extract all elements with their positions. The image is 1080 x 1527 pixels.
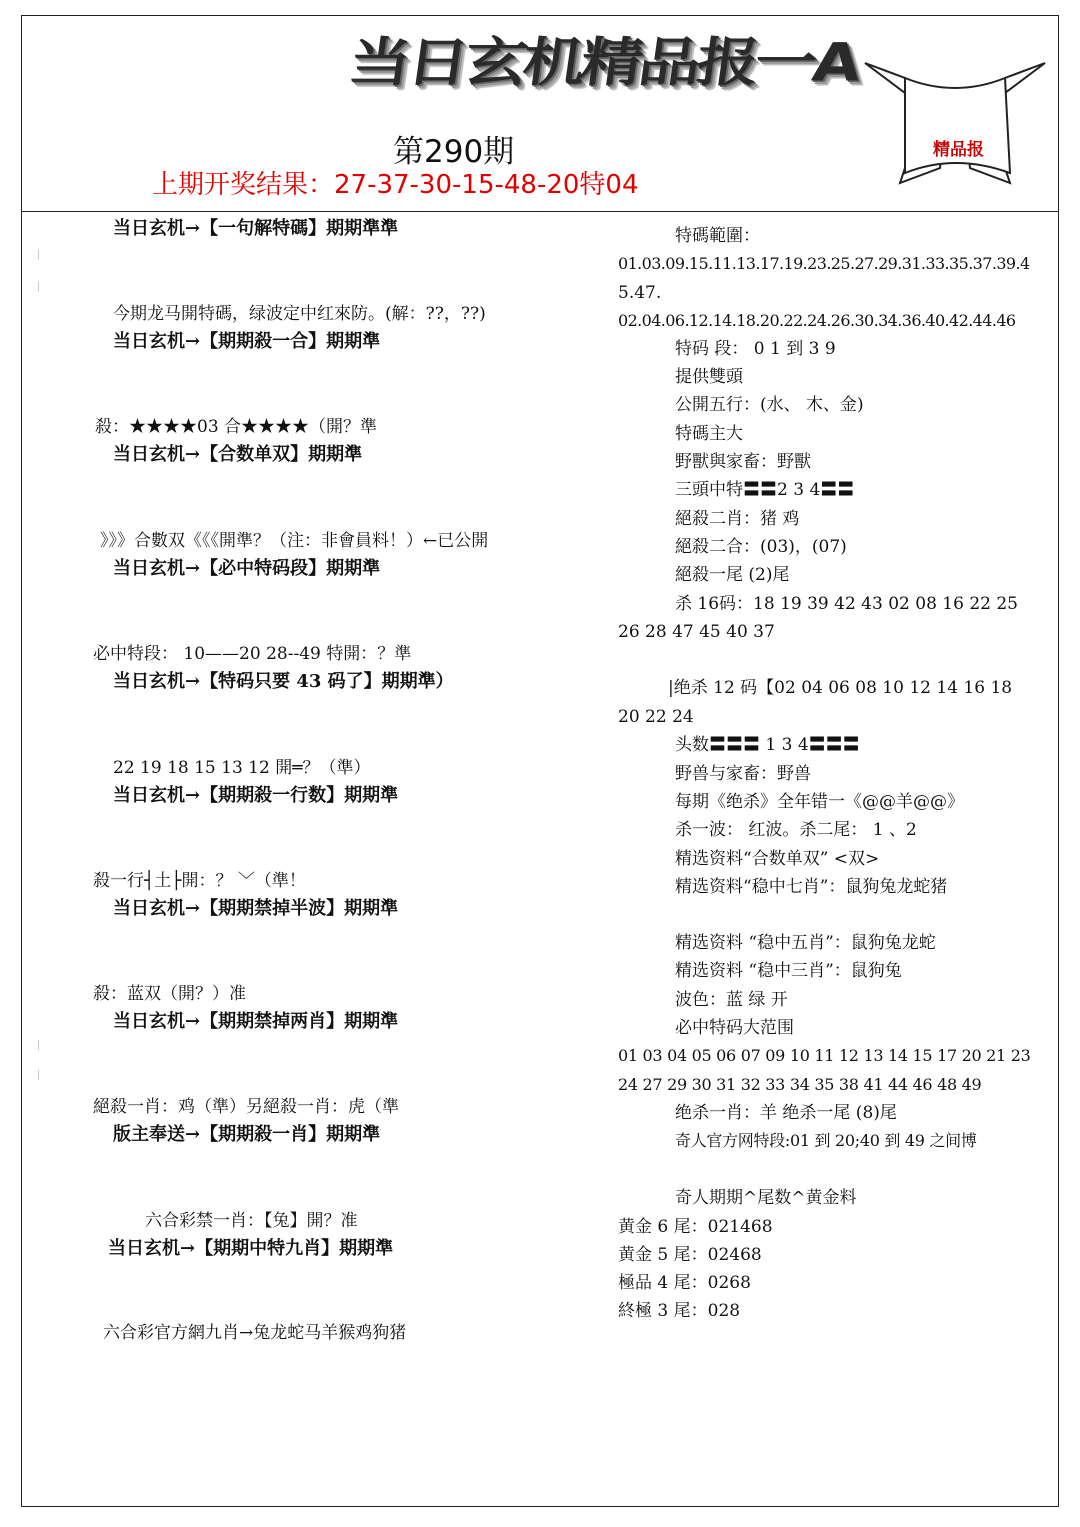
right-line: 奇人期期^尾数^黄金料 <box>675 1188 857 1208</box>
right-line: 20 22 24 <box>618 707 694 727</box>
section-heading: 当日玄机→【期期中特九肖】期期準 <box>108 1238 394 1259</box>
right-line: 提供雙頭 <box>675 367 743 387</box>
banner-title: 当日玄机精品报一A <box>344 31 862 94</box>
section-content: 殺：★★★★03 合★★★★（開？準 <box>95 417 378 437</box>
right-line: 公開五行：(水、 木、金) <box>675 395 864 415</box>
section-content: 六合彩禁一肖：【兔】開？准 <box>145 1211 358 1231</box>
last-result: 上期开奖结果：27-37-30-15-48-20特04 <box>152 170 639 200</box>
right-line: 每期《绝杀》全年错一《@@羊@@》 <box>675 792 964 812</box>
right-line: 絕殺二肖：猪 鸡 <box>675 509 800 529</box>
scan-mark <box>38 1070 45 1080</box>
right-line: 黄金 5 尾：02468 <box>618 1245 762 1265</box>
right-line: 特碼主大 <box>675 424 743 444</box>
section-content: 六合彩官方網九肖→兔龙蛇马羊猴鸡狗猪 <box>103 1323 407 1343</box>
right-line: 野兽与家畜：野兽 <box>675 764 811 784</box>
section-content: 》》》合數双《《《開準？（注：非會員料！）←已公開 <box>100 531 489 551</box>
right-line: 绝杀一肖：羊 绝杀一尾 (8)尾 <box>675 1103 897 1123</box>
section-heading: 当日玄机→【特码只要 43 码了】期期準） <box>113 671 454 692</box>
right-line: 精选资料“稳中七肖”：鼠狗兔龙蛇猪 <box>675 877 948 897</box>
right-line: 精选资料 “稳中三肖”：鼠狗兔 <box>675 961 902 981</box>
right-line: 26 28 47 45 40 37 <box>618 622 775 642</box>
section-heading: 当日玄机→【期期禁掉两肖】期期準 <box>113 1011 399 1032</box>
section-content: 必中特段： 10——20 28--49 特開：？準 <box>93 644 412 664</box>
right-line: 三頭中特〓〓2 3 4〓〓 <box>675 480 855 500</box>
right-line: 必中特码大范围 <box>675 1018 794 1038</box>
right-line: 極品 4 尾：0268 <box>618 1273 751 1293</box>
issue-number: 第290期 <box>393 134 515 170</box>
right-line: 波色：蓝 绿 开 <box>675 990 788 1010</box>
right-line: 5.47. <box>618 283 662 303</box>
section-content: 今期龙马開特碼，绿波定中红來防。(解：??，??) <box>113 304 486 324</box>
section-heading: 当日玄机→【一句解特碼】期期準準 <box>113 218 399 239</box>
section-heading: 版主奉送→【期期殺一肖】期期準 <box>113 1124 381 1145</box>
right-line: 头数〓〓〓 1 3 4〓〓〓 <box>675 735 860 755</box>
right-line: 01.03.09.15.11.13.17.19.23.25.27.29.31.33.35.37.39.4 <box>618 254 1030 273</box>
header-divider <box>21 211 1059 212</box>
right-line: 杀一波： 红波。杀二尾： 1 、2 <box>675 820 917 840</box>
scan-mark <box>38 1040 45 1050</box>
section-heading: 当日玄机→【必中特码段】期期準 <box>113 558 381 579</box>
right-line: 野獸與家畜：野獸 <box>675 452 811 472</box>
right-line: 01 03 04 05 06 07 09 10 11 12 13 14 15 17 20 21 23 <box>618 1046 1031 1065</box>
right-line: 終極 3 尾：028 <box>618 1301 741 1321</box>
scan-mark <box>38 250 45 260</box>
right-line: |绝杀 12 码【02 04 06 08 10 12 14 16 18 <box>668 678 1013 698</box>
section-content: 殺一行┤土├開：？ ﹀（準！ <box>93 871 306 891</box>
right-line: 02.04.06.12.14.18.20.22.24.26.30.34.36.40.42.44.46 <box>618 311 1016 330</box>
right-line: 特码 段： 0 1 到 3 9 <box>675 339 836 359</box>
right-line: 杀 16码：18 19 39 42 43 02 08 16 22 25 <box>675 594 1018 614</box>
right-line: 特碼範圍： <box>675 226 760 246</box>
right-line: 24 27 29 30 31 32 33 34 35 38 41 44 46 48 49 <box>618 1075 982 1094</box>
section-heading: 当日玄机→【期期禁掉半波】期期準 <box>113 898 399 919</box>
right-line: 精选资料“合数单双” <双> <box>675 849 880 869</box>
section-heading: 当日玄机→【合数单双】期期準 <box>113 444 363 465</box>
section-content: 絕殺一肖：鸡（準）另絕殺一肖：虎（準 <box>93 1097 399 1117</box>
right-line: 奇人官方网特段:01 到 20;40 到 49 之间博 <box>675 1131 977 1150</box>
section-heading: 当日玄机→【期期殺一合】期期準 <box>113 331 381 352</box>
right-line: 絕殺二合：(03)，(07) <box>675 537 847 557</box>
right-line: 絕殺一尾 (2)尾 <box>675 565 790 585</box>
right-line: 精选资料 “稳中五肖”：鼠狗兔龙蛇 <box>675 933 936 953</box>
section-content: 殺：蓝双（開？）准 <box>93 984 246 1004</box>
badge-label: 精品报 <box>933 140 984 160</box>
section-content: 22 19 18 15 13 12 開═？（準） <box>113 758 371 778</box>
section-heading: 当日玄机→【期期殺一行数】期期準 <box>113 785 399 806</box>
right-line: 黄金 6 尾：021468 <box>618 1217 773 1237</box>
ribbon-badge-icon <box>860 58 1050 188</box>
scan-mark <box>38 282 45 292</box>
